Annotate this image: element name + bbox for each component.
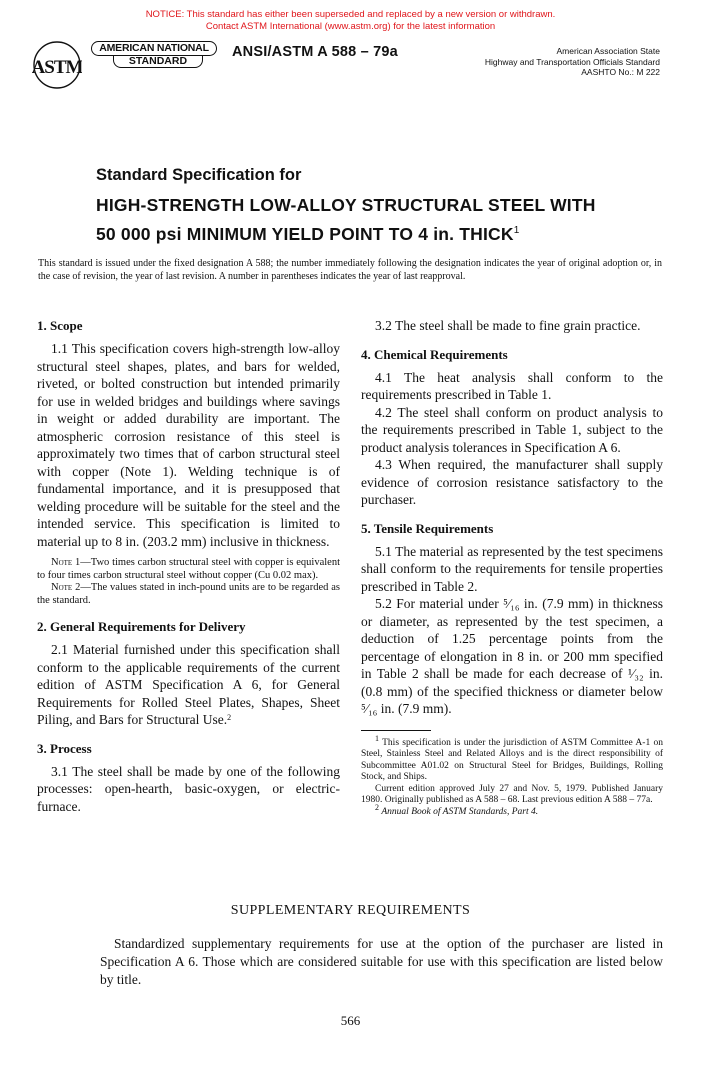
footnote-1-edition: Current edition approved July 27 and Nov. 5, 1979. Published January 1980. Originally published as A 588 – 68. Last previous edition A 588 – 77a. bbox=[361, 783, 663, 805]
paragraph-4-2: 4.2 The steel shall conform on product analysis to the requirements prescribed in Table 1, subject to the product analysis tolerances in Specification A 6. bbox=[361, 404, 663, 455]
section-1-heading: 1. Scope bbox=[37, 318, 83, 333]
note-2-text: —The values stated in inch-pound units are to be regarded as the standard. bbox=[37, 582, 340, 606]
section-4-heading: 4. Chemical Requirements bbox=[361, 346, 508, 362]
left-column bbox=[37, 317, 340, 815]
logo-text: ASTM bbox=[32, 57, 82, 78]
paragraph-4-3: 4.3 When required, the manufacturer shall supply evidence of corrosion resistance satisfactory to the purchaser. bbox=[361, 457, 663, 507]
paragraph-2-1-text: 2.1 Material furnished under this specification shall conform to the applicable requirements of the current edition of ASTM Specification A 6, for General Requirements for Rolled Steel Plates, Shapes, Sheet Piling, and Bars for Structural Use. bbox=[37, 642, 340, 727]
title-footnote-mark: 1 bbox=[513, 225, 520, 236]
section-5-heading: 5. Tensile Requirements bbox=[361, 520, 494, 536]
section-2-heading: 2. General Requirements for Delivery bbox=[37, 619, 246, 634]
footnote-divider bbox=[361, 730, 431, 731]
section-3-heading: 3. Process bbox=[37, 740, 92, 756]
notice-line-1: NOTICE: This standard has either been superseded and replaced by a new version or withdrawn. bbox=[145, 9, 556, 20]
paragraph-5-2: 5.2 For material under ⁵⁄₁₆ in. (7.9 mm) in thickness or diameter, as represented by the test specimen, a deduction of 1.25 percentage points from the percentage of elongation in 8 in. or 200 mm specified in Table 2 shall be made for each decrease of ¹⁄₃₂ in. (0.8 mm) of the specified thickness or diameter below ⁵⁄₁₆ in. (7.9 mm). bbox=[361, 596, 663, 716]
notice-line-2: Contact ASTM International (www.astm.org) for the latest information bbox=[205, 21, 496, 32]
footnote-1 bbox=[361, 733, 663, 784]
astm-logo-icon bbox=[32, 40, 82, 90]
supplementary-body: Standardized supplementary requirements for use at the option of the purchaser are listed in Specification A 6. Those which are considered suitable for use with this specification are listed below by title. bbox=[100, 936, 663, 987]
aashto-line-3: AASHTO No.: M 222 bbox=[581, 67, 660, 77]
note-1-label: Note 1 bbox=[51, 557, 81, 568]
supplementary-heading: SUPPLEMENTARY REQUIREMENTS bbox=[230, 903, 471, 918]
page-number: 566 bbox=[340, 1013, 361, 1028]
footnote-2-mark: 2 bbox=[375, 802, 379, 812]
title-line-1: HIGH-STRENGTH LOW-ALLOY STRUCTURAL STEEL WITH bbox=[96, 195, 596, 215]
paragraph-3-2: 3.2 The steel shall be made to fine grain practice. bbox=[375, 318, 641, 333]
paragraph-2-1-footnote-mark: 2 bbox=[227, 713, 232, 722]
document-title bbox=[96, 192, 596, 247]
paragraph-2-1 bbox=[37, 641, 340, 729]
aashto-line-1: American Association State bbox=[556, 46, 660, 56]
paragraph-5-1: 5.1 The material as represented by the test specimens shall conform to the requirements for tensile properties prescribed in Table 2. bbox=[361, 543, 663, 594]
ansi-badge-line-1: AMERICAN NATIONAL bbox=[91, 41, 217, 56]
ansi-badge-line-2: STANDARD bbox=[113, 55, 203, 68]
ansi-standard-badge bbox=[91, 41, 217, 67]
standard-designation: ANSI/ASTM A 588 – 79a bbox=[232, 44, 398, 60]
pre-title: Standard Specification for bbox=[96, 166, 302, 184]
aashto-line-2: Highway and Transportation Officials Standard bbox=[484, 56, 660, 67]
paragraph-1-1: 1.1 This specification covers high-strength low-alloy structural steel shapes, plates, and bars for welded, riveted, or bolted construction but intended primarily for use in welded bridges and buildings where savings in weight or added durability are important. The atmospheric corrosion resistance of this steel is approximately two times that of carbon structural steel with copper (Note 1). Welding technique is of fundamental importance, and it is presupposed that welding procedure will be suitable for the steel and the intended service. This specification is limited to material up to 8 in. (203.2 mm) inclusive in thickness. bbox=[37, 341, 340, 549]
note-2-label: Note 2 bbox=[51, 582, 81, 593]
footnote-2-text: Annual Book of ASTM Standards, Part 4. bbox=[381, 806, 539, 817]
supersession-notice bbox=[0, 9, 701, 33]
footnote-1-mark: 1 bbox=[375, 733, 379, 743]
footnote-2 bbox=[361, 802, 663, 819]
title-line-2-text: 50 000 psi MINIMUM YIELD POINT TO 4 in. THICK bbox=[96, 224, 514, 244]
right-column bbox=[361, 317, 663, 818]
aashto-block bbox=[485, 46, 660, 78]
issuance-note: This standard is issued under the fixed designation A 588; the number immediately following the designation indicates the year of original adoption or, in the case of revision, the year of last revision. A number in parentheses indicates the year of last reapproval. bbox=[38, 258, 662, 282]
footnote-1-text: This specification is under the jurisdiction of ASTM Committee A-1 on Steel, Stainless Steel and Related Alloys and is the direct responsibility of Subcommittee A01.02 on Structural Steel for Bridges, Buildings, Rolling Stock, and Ships. bbox=[361, 737, 663, 782]
note-1 bbox=[37, 557, 340, 582]
title-line-2 bbox=[96, 218, 596, 247]
paragraph-4-1: 4.1 The heat analysis shall conform to the requirements prescribed in Table 1. bbox=[361, 369, 663, 402]
note-1-text: —Two times carbon structural steel with copper is equivalent to four times carbon structural steel without copper (Cu 0.02 max). bbox=[37, 557, 340, 581]
note-2 bbox=[37, 582, 340, 607]
paragraph-3-1: 3.1 The steel shall be made by one of the following processes: open-hearth, basic-oxygen, or electric-furnace. bbox=[37, 763, 340, 814]
